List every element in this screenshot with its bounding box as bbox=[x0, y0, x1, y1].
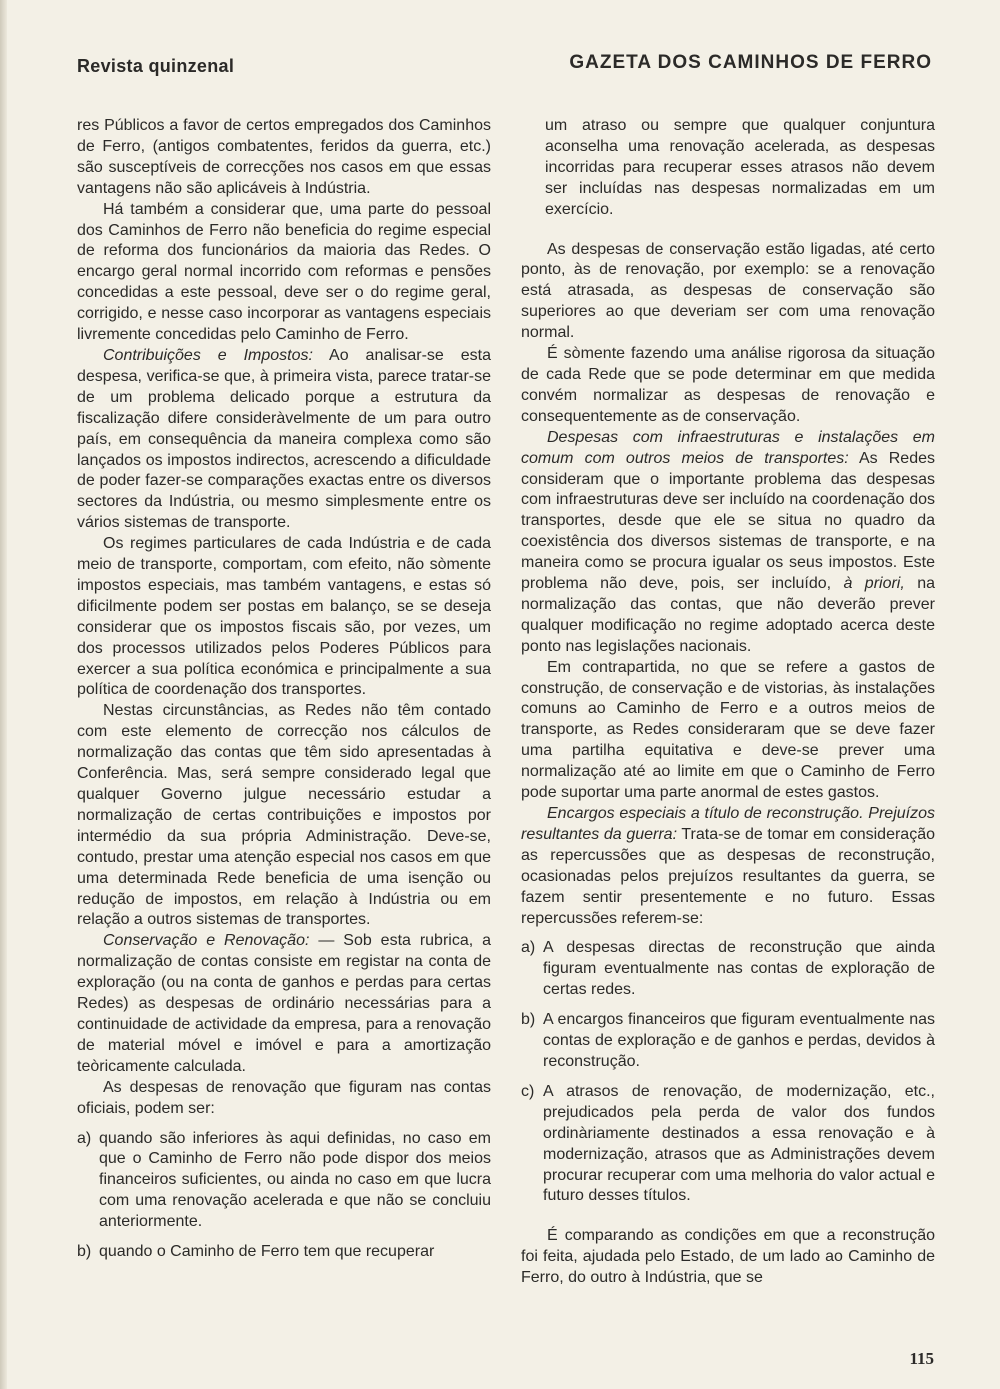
paragraph: É sòmente fazendo uma análise rigorosa da situação de cada Rede que se pode determinar em que medida convém normalizar as despesas de renovação e consequentemente as de conservação. bbox=[521, 345, 935, 425]
list-item-label: b) bbox=[521, 1011, 536, 1029]
list-item-text: quando o Caminho de Ferro tem que recuperar bbox=[99, 1243, 435, 1261]
list-item bbox=[77, 1242, 491, 1263]
list-item-text: A encargos financeiros que figuram eventualmente nas contas de exploração e de ganhos e perdas, devidos à reconstrução. bbox=[543, 1011, 935, 1070]
paragraph: As despesas de conservação estão ligadas, até certo ponto, às de renovação, por exemplo: se a renovação está atrasada, as despesas de conservação são superiores ao que deveriam ser com uma renovação normal. bbox=[521, 240, 935, 342]
paragraph: As despesas de renovação que figuram nas contas oficiais, podem ser: bbox=[77, 1078, 491, 1117]
running-header-right: GAZETA DOS CAMINHOS DE FERRO bbox=[569, 52, 932, 73]
list-item-label: c) bbox=[521, 1082, 535, 1100]
paragraph: Há também a considerar que, uma parte do pessoal dos Caminhos de Ferro não beneficia do regime especial de reforma dos funcionários da maioria das Redes. O encargo geral normal incorrido com reformas e pensões concedidas a este pessoal, deve ser o do regime geral, corrigido, e nesse caso incorporar as vantagens especiais livremente concedidas pelo Caminho de Ferro. bbox=[77, 200, 491, 344]
paragraph-text: — Sob esta rubrica, a normalização de contas consiste em registar na conta de exploração (ou na conta de ganhos e perdas para certas Redes) as despesas de ordinário necessárias para a continuidade de actividade da empresa, para a renovação de material móvel e imóvel e para a amortização teòricamente calculada. bbox=[77, 932, 492, 1075]
list-item-label: a) bbox=[521, 939, 536, 957]
italic-phrase: à priori, bbox=[843, 575, 905, 593]
paragraph: um atraso ou sempre que qualquer conjuntura aconselha uma renovação acelerada, as despesas incorridas para recuperar esses atrasos não devem ser incluídas nas despesas normalizadas em um exercício. bbox=[545, 117, 935, 218]
section-title: Contribuições e Impostos: bbox=[103, 346, 313, 364]
paragraph: res Públicos a favor de certos empregados dos Caminhos de Ferro, (antigos combatentes, feridos da guerra, etc.) são susceptíveis de correcções nos casos em que essas vantagens não são aplicáveis à Indústria. bbox=[77, 117, 491, 197]
right-column bbox=[521, 116, 935, 1289]
paragraph-text: Trata-se de tomar em consideração as repercussões que as despesas de reconstrução, ocasionadas pelos prejuízos resultantes da guerra, se fazem sentir presentemente e no futuro. Essas repercussões referem-se: bbox=[521, 825, 935, 927]
list-item-text: quando são inferiores às aqui definidas, no caso em que o Caminho de Ferro não pode dispor dos meios financeiros suficientes, ou ainda no caso em que lucra com uma renovação acelerada e que não se concluiu anteriormente. bbox=[99, 1129, 491, 1231]
list-item bbox=[521, 1010, 935, 1073]
paragraph: Em contrapartida, no que se refere a gastos de construção, de conservação e de vistorias, às instalações comuns ao Caminho de Ferro e a outros meios de transporte, as Redes consideraram que se deve fazer uma partilha equitativa e deve-se prever uma normalização até ao limite em que o Caminho de Ferro pode suportar uma parte anormal de estes gastos. bbox=[521, 658, 935, 802]
paragraph: É comparando as condições em que a reconstrução foi feita, ajudada pelo Estado, de um lado ao Caminho de Ferro, do outro à Indústria, que se bbox=[521, 1227, 935, 1287]
paragraph-text: Ao analisar-se esta despesa, verifica-se que, à primeira vista, parece tratar-se de um problema delicado porque a estrutura da fiscalização difere consideràvelmente de um para outro país, em consequência da maneira complexa como são lançados os impostos indirectos, acrescendo a dificuldade de poder fazer-se comparações exactas entre os diversos sectores da Indústria, ou mesmo simplesmente entre os vários sistemas de transporte. bbox=[77, 346, 491, 532]
paragraph bbox=[521, 804, 935, 929]
list-item-label: b) bbox=[77, 1243, 92, 1261]
left-column bbox=[77, 116, 491, 1263]
list-item bbox=[77, 1129, 491, 1234]
list-item bbox=[521, 1082, 935, 1207]
paragraph bbox=[77, 931, 491, 1077]
section-title: Encargos especiais a título de reconstrução. Prejuízos resultantes da guerra: bbox=[521, 805, 935, 843]
list-item-text: A atrasos de renovação, de modernização, etc., prejudicados pela perda de valor dos fundos ordinàriamente destinados a essa renovação e à modernização, atrasos que as Administrações devem procurar recuperar com uma melhoria do valor actual e futuro desses títulos. bbox=[543, 1082, 935, 1205]
running-header-left: Revista quinzenal bbox=[77, 56, 235, 76]
section-title: Despesas com infraestruturas e instalações em comum com outros meios de transportes: bbox=[521, 428, 935, 467]
paragraph-text: na normalização das contas, que não deverão prever qualquer modificação no regime adoptado acerca deste ponto nas legislações nacionais. bbox=[521, 575, 935, 655]
page-number: 115 bbox=[909, 1349, 934, 1368]
paragraph bbox=[77, 346, 491, 534]
list-item-text: A despesas directas de reconstrução que ainda figuram eventualmente nas contas de exploração de certas redes. bbox=[543, 939, 935, 999]
list-item-label: a) bbox=[77, 1129, 92, 1147]
paragraph: Nestas circunstâncias, as Redes não têm contado com este elemento de correcção nos cálculos de normalização das contas que têm sido apresentadas à Conferência. Mas, será sempre considerado legal que qualquer Governo julgue necessário estudar a normalização de certas contribuições e impostos por intermédio da sua própria Administração. Deve-se, contudo, prestar uma atenção especial nos casos em que uma determinada Rede beneficia de uma isenção ou redução de impostos, em relação à Indústria ou em relação a outros sistemas de transportes. bbox=[77, 702, 491, 929]
section-title: Conservação e Renovação: bbox=[103, 932, 310, 950]
paragraph-text: As Redes consideram que o importante problema das despesas com infraestruturas deve ser incluído na coordenação dos transportes, desde que ele se situa no quadro da coexistência dos diversos sistemas de transporte, e na maneira como se procura igualar os seus impostos. Este problema não deve, pois, ser incluído, bbox=[521, 449, 935, 593]
paragraph: Os regimes particulares de cada Indústria e de cada meio de transporte, comportam, com efeito, não sòmente impostos especiais, mas também vantagens, e estas só dificilmente podem ser postas em balanço, se se deseja considerar que os impostos fiscais são, por vezes, um dos processos utilizados pelos Poderes Públicos para exercer a sua política económica e principalmente a sua política de coordenação dos transportes. bbox=[77, 535, 491, 699]
list-item bbox=[521, 938, 935, 1001]
paragraph bbox=[521, 428, 935, 658]
page-binding-edge bbox=[0, 0, 7, 1389]
